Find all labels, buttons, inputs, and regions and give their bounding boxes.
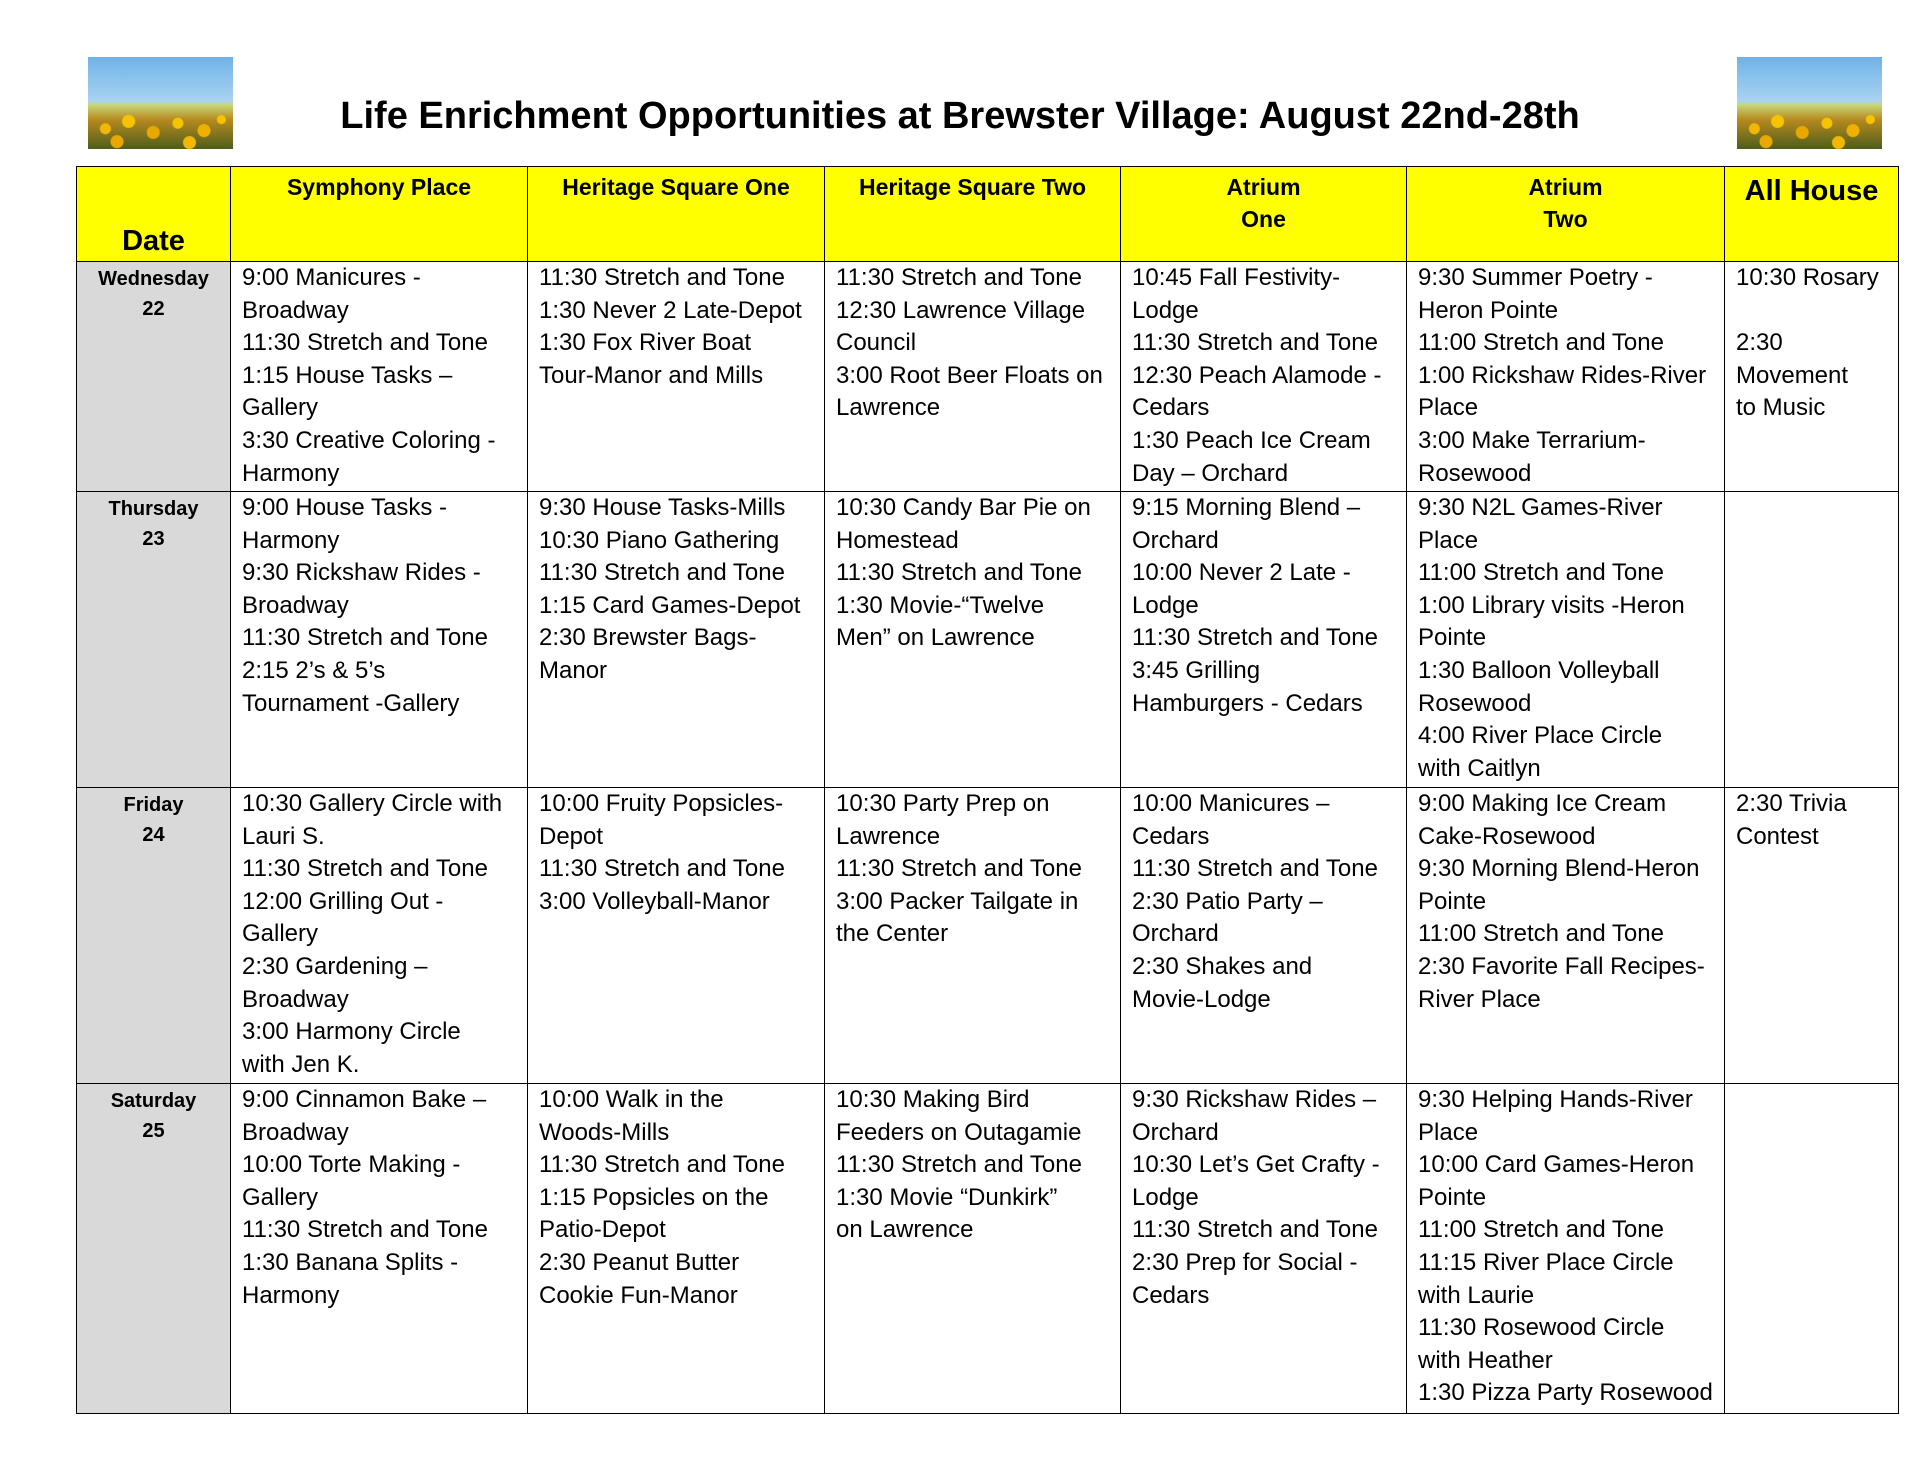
activity-line: 10:00 Never 2 Late - [1132,559,1351,587]
activity-line: 3:00 Volleyball-Manor [539,887,770,915]
activity-line: Broadway [242,591,349,619]
activity-line: Heron Pointe [1418,296,1559,324]
activity-line: 1:30 Never 2 Late-Depot [539,296,802,324]
activity-line: Cedars [1132,1281,1210,1309]
activity-line: 11:30 Stretch and Tone [242,1216,488,1244]
schedule-cell-heritage-square-one [528,1084,825,1414]
activity-line: 10:45 Fall Festivity- [1132,264,1341,291]
activity-line: 2:30 Favorite Fall Recipes- [1418,952,1705,980]
schedule-cell-heritage-square-one [528,262,825,492]
activity-line: Cake-Rosewood [1418,822,1596,850]
activity-line: Pointe [1418,624,1487,652]
activity-line: 11:30 Stretch and Tone [242,855,488,883]
activity-line: Place [1418,526,1479,554]
activity-line: 3:45 Grilling [1132,656,1261,684]
activity-line: 11:00 Stretch and Tone [1418,1216,1664,1244]
schedule-cell-all-house [1725,1084,1899,1414]
activity-line: 9:30 Morning Blend-Heron [1418,855,1700,883]
activity-line: 9:30 Rickshaw Rides – [1132,1086,1377,1113]
activity-line: Gallery [242,394,319,422]
activity-line: 11:30 Stretch and Tone [1132,1216,1378,1244]
day-number: 23 [142,528,165,550]
activity-line: 9:30 Summer Poetry - [1418,264,1653,291]
schedule-cell-symphony-place [231,262,528,492]
activity-line: with Caitlyn [1418,754,1541,782]
activity-line: 1:00 Library visits -Heron [1418,591,1685,619]
activity-line: 2:30 Peanut Butter [539,1248,740,1276]
schedule-cell-atrium-two [1407,788,1725,1084]
activity-line: 12:00 Grilling Out - [242,887,444,915]
activity-line: 11:00 Stretch and Tone [1418,920,1664,948]
schedule-cell-all-house [1725,492,1899,788]
activity-line: 10:00 Fruity Popsicles- [539,790,784,817]
schedule-cell-symphony-place [231,1084,528,1414]
header-all-house: All House [1725,167,1899,262]
activity-line: Pointe [1418,1183,1487,1211]
activity-line: Orchard [1132,526,1219,554]
activity-line: 10:00 Manicures – [1132,790,1330,817]
activity-line: 12:30 Lawrence Village [836,296,1086,324]
activity-line: 3:30 Creative Coloring - [242,426,496,454]
activity-line: 11:00 Stretch and Tone [1418,559,1664,587]
activity-line: Orchard [1132,1118,1219,1146]
activity-line: 10:00 Torte Making - [242,1151,461,1179]
activity-line: Lawrence [836,394,941,422]
activity-line: Gallery [242,920,319,948]
day-cell [77,492,231,788]
activity-line: Rosewood [1418,689,1532,717]
activity-line: Homestead [836,526,959,554]
activity-line: Broadway [242,1118,349,1146]
schedule-cell-atrium-one [1121,262,1407,492]
activity-line: with Jen K. [242,1050,360,1078]
activity-line: Lauri S. [242,822,325,850]
activity-line: 2:30 Brewster Bags- [539,624,757,652]
schedule-cell-atrium-one [1121,492,1407,788]
activity-line: with Laurie [1418,1281,1535,1309]
activity-line: to Music [1736,394,1826,422]
activity-line: 11:30 Stretch and Tone [539,559,785,587]
schedule-cell-atrium-two [1407,262,1725,492]
schedule-cell-atrium-one [1121,788,1407,1084]
activity-line: 10:30 Piano Gathering [539,526,780,554]
activity-line: Place [1418,1118,1479,1146]
activity-line: 2:30 [1736,329,1783,357]
schedule-table [76,166,1899,1414]
table-row [77,492,1899,788]
activity-line: 1:30 Movie “Dunkirk” [836,1183,1058,1211]
activity-line: Cedars [1132,394,1210,422]
schedule-cell-atrium-two [1407,1084,1725,1414]
activity-line: Harmony [242,1281,340,1309]
schedule-cell-heritage-square-two [825,788,1121,1084]
activity-line: 11:30 Stretch and Tone [539,264,785,291]
activity-line: Lodge [1132,296,1199,324]
schedule-cell-heritage-square-two [825,262,1121,492]
schedule-cell-all-house [1725,788,1899,1084]
activity-line: Contest [1736,822,1819,850]
activity-line: Hamburgers - Cedars [1132,689,1363,717]
activity-line: 10:30 Making Bird [836,1086,1030,1113]
schedule-cell-atrium-two [1407,492,1725,788]
schedule-cell-atrium-one [1121,1084,1407,1414]
activity-line: Harmony [242,459,340,487]
activity-line: 2:15 2’s & 5’s [242,656,386,684]
header-atrium-one: Atrium One [1121,167,1407,262]
activity-line: 11:30 Stretch and Tone [836,559,1082,587]
activity-line: Tour-Manor and Mills [539,361,764,389]
activity-line: Day – Orchard [1132,459,1289,487]
activity-line: 10:00 Walk in the [539,1086,724,1113]
schedule-cell-heritage-square-one [528,788,825,1084]
activity-line: 3:00 Packer Tailgate in [836,887,1079,915]
activity-line: Lodge [1132,1183,1199,1211]
activity-line: Rosewood [1418,459,1532,487]
activity-line: River Place [1418,985,1541,1013]
day-cell [77,788,231,1084]
activity-line: 1:15 House Tasks – [242,361,453,389]
activity-line: the Center [836,920,949,948]
activity-line: 1:15 Popsicles on the [539,1183,769,1211]
activity-line: 1:30 Pizza Party Rosewood [1418,1379,1713,1407]
header-date: Date [77,167,231,262]
activity-line: Movie-Lodge [1132,985,1271,1013]
activity-line: Feeders on Outagamie [836,1118,1082,1146]
activity-line: 9:00 Cinnamon Bake – [242,1086,487,1113]
activity-line: 9:30 Rickshaw Rides - [242,559,481,587]
activity-line: 11:30 Stretch and Tone [1132,624,1378,652]
schedule-cell-heritage-square-two [825,492,1121,788]
activity-line: 2:30 Patio Party – [1132,887,1323,915]
activity-line: 9:00 Making Ice Cream [1418,790,1667,817]
activity-line: 9:30 N2L Games-River [1418,494,1663,521]
activity-line: 4:00 River Place Circle [1418,722,1663,750]
header-symphony-place: Symphony Place [231,167,528,262]
activity-line: Woods-Mills [539,1118,670,1146]
day-number: 22 [142,298,165,320]
activity-line: 1:30 Banana Splits - [242,1248,459,1276]
activity-line: 11:30 Stretch and Tone [1132,329,1378,357]
activity-line: 11:15 River Place Circle [1418,1248,1674,1276]
activity-line: Cookie Fun-Manor [539,1281,738,1309]
activity-line: Broadway [242,296,349,324]
schedule-cell-symphony-place [231,492,528,788]
activity-line: 1:30 Peach Ice Cream [1132,426,1371,454]
activity-line: Harmony [242,526,340,554]
day-cell [77,262,231,492]
header-heritage-square-one: Heritage Square One [528,167,825,262]
activity-line: Gallery [242,1183,319,1211]
activity-line: 11:30 Stretch and Tone [242,624,488,652]
activity-line: 9:00 Manicures - [242,264,421,291]
activity-line: 10:30 Gallery Circle with [242,790,503,817]
day-cell [77,1084,231,1414]
activity-line: Council [836,329,917,357]
activity-line [1736,295,1890,328]
activity-line: 3:00 Make Terrarium- [1418,426,1646,454]
activity-line: Depot [539,822,604,850]
activity-line: 11:00 Stretch and Tone [1418,329,1664,357]
activity-line: 10:30 Candy Bar Pie on [836,494,1091,521]
schedule-cell-heritage-square-one [528,492,825,788]
activity-line: 11:30 Stretch and Tone [539,855,785,883]
day-number: 24 [142,824,165,846]
header-atrium-two: Atrium Two [1407,167,1725,262]
activity-line: 2:30 Gardening – [242,952,428,980]
activity-line: Place [1418,394,1479,422]
activity-line: Men” on Lawrence [836,624,1035,652]
activity-line: 1:30 Movie-“Twelve [836,591,1045,619]
day-name: Wednesday [98,268,209,290]
activity-line: Cedars [1132,822,1210,850]
day-name: Friday [123,794,184,816]
activity-line: 9:15 Morning Blend – [1132,494,1361,521]
activity-line: 2:30 Shakes and [1132,952,1313,980]
schedule-cell-heritage-square-two [825,1084,1121,1414]
header-heritage-square-two: Heritage Square Two [825,167,1121,262]
activity-line: 10:30 Let’s Get Crafty - [1132,1151,1380,1179]
activity-line: 11:30 Rosewood Circle [1418,1314,1665,1342]
activity-line: 11:30 Stretch and Tone [836,1151,1082,1179]
activity-line: 3:00 Harmony Circle [242,1018,461,1046]
activity-line: Manor [539,656,608,684]
activity-line: Patio-Depot [539,1216,666,1244]
day-number: 25 [142,1120,165,1142]
activity-line: 11:30 Stretch and Tone [836,264,1082,291]
schedule-cell-symphony-place [231,788,528,1084]
table-row [77,788,1899,1084]
sunflower-field-logo-right [1737,57,1882,149]
activity-line: 1:15 Card Games-Depot [539,591,801,619]
activity-line: 9:00 House Tasks - [242,494,447,521]
activity-line: Lawrence [836,822,941,850]
table-row [77,262,1899,492]
activity-line: 3:00 Root Beer Floats on [836,361,1103,389]
activity-line: 10:00 Card Games-Heron [1418,1151,1695,1179]
activity-line: 12:30 Peach Alamode - [1132,361,1382,389]
activity-line: 9:30 House Tasks-Mills [539,494,786,521]
activity-line: Pointe [1418,887,1487,915]
activity-line: 11:30 Stretch and Tone [836,855,1082,883]
activity-line: 1:00 Rickshaw Rides-River [1418,361,1707,389]
day-name: Thursday [108,498,199,520]
activity-line: Orchard [1132,920,1219,948]
activity-line: 9:30 Helping Hands-River [1418,1086,1693,1113]
activity-line: Broadway [242,985,349,1013]
activity-line: Lodge [1132,591,1199,619]
page-title: Life Enrichment Opportunities at Brewster Village: August 22nd-28th [340,95,1580,137]
activity-line: 11:30 Stretch and Tone [242,329,488,357]
activity-line: 11:30 Stretch and Tone [539,1151,785,1179]
activity-line: 2:30 Prep for Social - [1132,1248,1358,1276]
header-row [77,167,1899,262]
activity-line: Movement [1736,361,1849,389]
activity-line: 11:30 Stretch and Tone [1132,855,1378,883]
activity-line: 10:30 Rosary [1736,264,1879,291]
activity-line: 1:30 Fox River Boat [539,329,752,357]
activity-line: 2:30 Trivia [1736,790,1847,817]
activity-line: on Lawrence [836,1216,974,1244]
activity-line: Tournament -Gallery [242,689,460,717]
activity-line: 10:30 Party Prep on [836,790,1050,817]
table-row [77,1084,1899,1414]
day-name: Saturday [110,1090,197,1112]
schedule-cell-all-house [1725,262,1899,492]
activity-line: with Heather [1418,1346,1553,1374]
activity-line: 1:30 Balloon Volleyball [1418,656,1660,684]
